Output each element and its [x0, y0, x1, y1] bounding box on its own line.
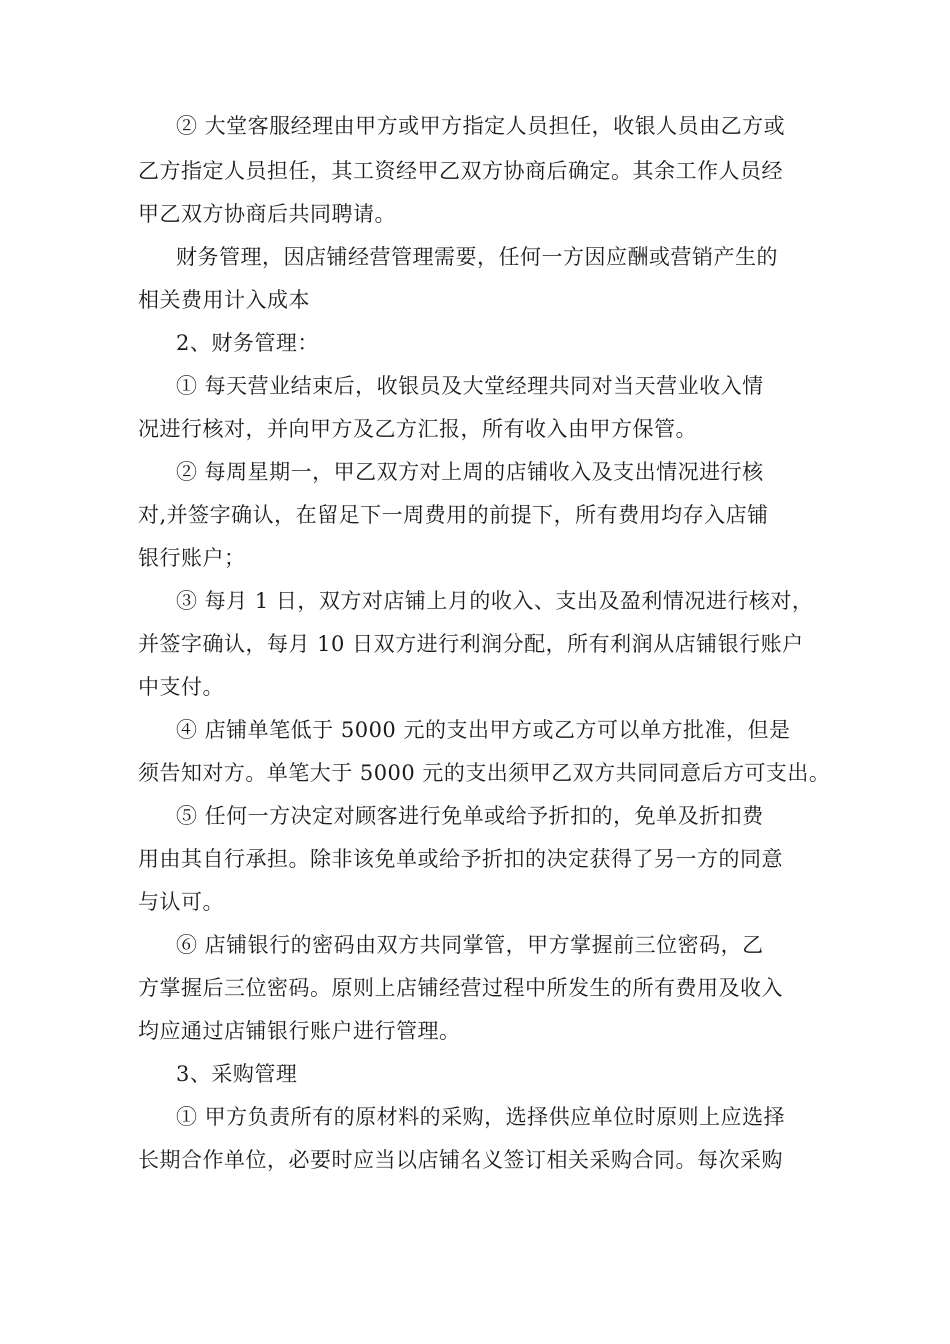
- text-line: 对,并签字确认，在留足下一周费用的前提下，所有费用均存入店铺: [138, 503, 769, 527]
- text-line: 乙方指定人员担任，其工资经甲乙双方协商后确定。其余工作人员经: [138, 159, 783, 183]
- text-line: 相关费用计入成本: [138, 288, 310, 312]
- section-heading: 3、采购管理: [176, 1062, 298, 1086]
- text-line: ④ 店铺单笔低于 5000 元的支出甲方或乙方可以单方批准，但是: [176, 718, 791, 742]
- text-line: ① 每天营业结束后，收银员及大堂经理共同对当天营业收入情: [176, 374, 764, 398]
- text-line: 银行账户；: [138, 546, 246, 570]
- text-line: ① 甲方负责所有的原材料的采购，选择供应单位时原则上应选择: [176, 1105, 786, 1129]
- text-line: 甲乙双方协商后共同聘请。: [138, 202, 396, 226]
- text-line: ③ 每月 1 日，双方对店铺上月的收入、支出及盈利情况进行核对，: [176, 589, 814, 613]
- text-line: 均应通过店铺银行账户进行管理。: [138, 1019, 461, 1043]
- text-line: ② 每周星期一，甲乙双方对上周的店铺收入及支出情况进行核: [176, 460, 764, 484]
- text-line: 并签字确认，每月 10 日双方进行利润分配，所有利润从店铺银行账户: [138, 632, 804, 656]
- text-line: 方掌握后三位密码。原则上店铺经营过程中所发生的所有费用及收入: [138, 976, 783, 1000]
- text-line: 财务管理，因店铺经营管理需要，任何一方因应酬或营销产生的: [176, 245, 778, 269]
- text-line: ② 大堂客服经理由甲方或甲方指定人员担任，收银人员由乙方或: [176, 114, 786, 138]
- text-line: 长期合作单位，必要时应当以店铺名义签订相关采购合同。每次采购: [138, 1148, 783, 1172]
- text-line: 与认可。: [138, 890, 224, 914]
- text-line: 况进行核对，并向甲方及乙方汇报，所有收入由甲方保管。: [138, 417, 697, 441]
- section-heading: 2、财务管理：: [176, 331, 319, 355]
- text-line: ⑤ 任何一方决定对顾客进行免单或给予折扣的，免单及折扣费: [176, 804, 764, 828]
- text-line: 用由其自行承担。除非该免单或给予折扣的决定获得了另一方的同意: [138, 847, 783, 871]
- text-line: 中支付。: [138, 675, 224, 699]
- text-line: 须告知对方。单笔大于 5000 元的支出须甲乙双方共同同意后方可支出。: [138, 761, 831, 785]
- text-line: ⑥ 店铺银行的密码由双方共同掌管，甲方掌握前三位密码，乙: [176, 933, 764, 957]
